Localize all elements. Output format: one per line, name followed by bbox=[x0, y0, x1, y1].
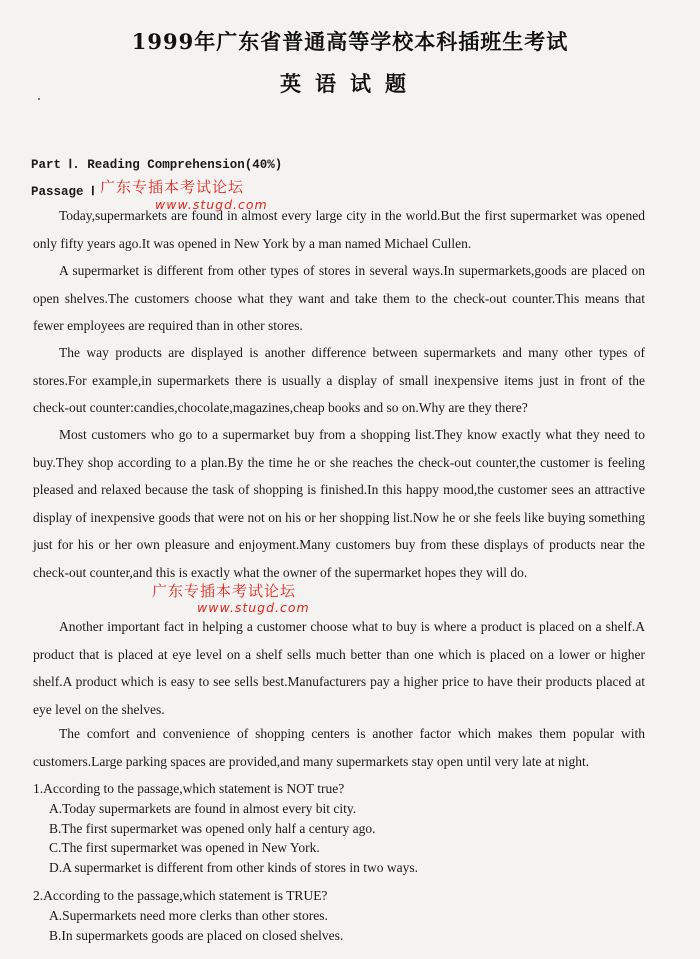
question-option: A.Today supermarkets are found in almost every bit city. bbox=[49, 800, 357, 816]
scan-speck bbox=[38, 98, 40, 100]
question-option: D.A supermarket is different from other kinds of stores in two ways. bbox=[49, 860, 419, 876]
part-heading: Part Ⅰ. Reading Comprehension(40%) bbox=[31, 158, 283, 172]
watermark-text: 广东专插本考试论坛 bbox=[100, 178, 245, 196]
question-option: A.Supermarkets need more clerks than other stores. bbox=[49, 907, 328, 923]
paragraph: A supermarket is different from other types of stores in several ways.In supermarkets,goods are placed on open shelves.The customers choose what they want and take them to the check-out counter.This means that fewer employees are required than in other stores. bbox=[33, 263, 645, 333]
watermark-text: 广东专插本考试论坛 bbox=[152, 582, 297, 600]
watermark-url: www.stugd.com bbox=[155, 197, 268, 212]
question-option: B.In supermarkets goods are placed on closed shelves. bbox=[49, 927, 344, 943]
paragraph: The way products are displayed is another difference between supermarkets and many other types of stores.For example,in supermarkets there is usually a display of small inexpensive items just in front of the check-out counter:candies,chocolate,magazines,cheap books and so on.Why are they there? bbox=[33, 345, 645, 415]
paragraph: Most customers who go to a supermarket buy from a shopping list.They know exactly what they need to buy.They shop according to a plan.By the time he or she reaches the check-out counter,the customer is feeling pleased and relaxed because the task of shopping is finished.In this happy mood,the customer sees an attractive display of inexpensive goods that were not on his or her shopping list.Now he or she feels like buying something just for his or her own pleasure and enjoyment.Many customers buy from these displays of products near the check-out counter,and this is exactly what the owner of the supermarket hopes they will do. bbox=[33, 427, 645, 580]
paragraph: The comfort and convenience of shopping centers is another factor which makes them popular with customers.Large parking spaces are provided,and many supermarkets stay open until very late at night. bbox=[33, 726, 645, 769]
question-option: B.The first supermarket was opened only half a century ago. bbox=[49, 820, 376, 836]
paragraph: Today,supermarkets are found in almost every large city in the world.But the first supermarket was opened only fifty years ago.It was opened in New York by a man named Michael Cullen. bbox=[33, 208, 645, 251]
page-title: 1999年广东省普通高等学校本科插班生考试 bbox=[131, 29, 569, 54]
watermark-url: www.stugd.com bbox=[197, 600, 310, 615]
question-option: C.The first supermarket was opened in New York. bbox=[49, 840, 320, 856]
paragraph: Another important fact in helping a customer choose what to buy is where a product is placed on a shelf.A product that is placed at eye level on a shelf sells much better than one which is placed on a lower or higher shelf.A product which is easy to see sells best.Manufacturers pay a higher price to have their products placed at eye level on the shelves. bbox=[33, 619, 645, 717]
question-2 bbox=[33, 886, 343, 945]
question-1 bbox=[33, 779, 418, 878]
page-subtitle: 英语试题 bbox=[280, 71, 420, 96]
passage-heading: Passage Ⅰ bbox=[31, 185, 95, 199]
question-stem: 1.According to the passage,which statement is NOT true? bbox=[33, 781, 345, 796]
question-stem: 2.According to the passage,which statement is TRUE? bbox=[33, 888, 328, 903]
